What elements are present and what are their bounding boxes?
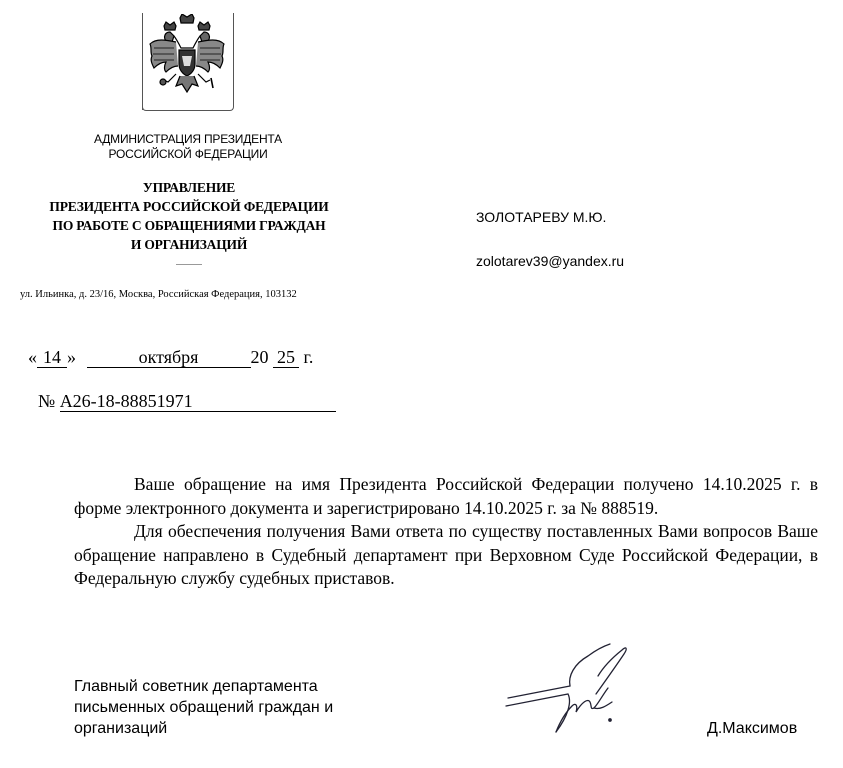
coat-of-arms-icon: [146, 14, 228, 106]
signer-title: [74, 676, 394, 739]
signature-icon: [498, 636, 638, 746]
address: ул. Ильинка, д. 23/16, Москва, Российская Федерация, 103132: [20, 289, 297, 300]
admin-line-2: РОССИЙСКОЙ ФЕДЕРАЦИИ: [108, 147, 268, 161]
date-day: 14: [37, 347, 67, 368]
date-year: 25: [273, 347, 299, 368]
department-name: [14, 178, 364, 254]
dept-line-1: УПРАВЛЕНИЕ: [142, 180, 236, 195]
letter-body: [74, 473, 818, 591]
recipient-email: zolotarev39@yandex.ru: [476, 253, 625, 269]
dept-line-2: ПРЕЗИДЕНТА РОССИЙСКОЙ ФЕДЕРАЦИИ: [49, 199, 329, 214]
date-suffix: г.: [303, 347, 314, 367]
signer-title-line-3: организаций: [74, 720, 168, 737]
body-paragraph-1: Ваше обращение на имя Президента Российской Федерации получено 14.10.2025 г. в форме электронного документа и зарегистрировано 14.10.2025 г. за № 888519.: [74, 474, 818, 518]
date-month: октября: [87, 347, 251, 368]
date-close-quote: »: [67, 347, 76, 367]
administration-name: [88, 132, 288, 162]
dept-line-4: И ОРГАНИЗАЦИЙ: [130, 237, 248, 252]
date-open-quote: «: [28, 347, 37, 367]
admin-line-1: АДМИНИСТРАЦИЯ ПРЕЗИДЕНТА: [94, 132, 282, 146]
date-line: [28, 345, 313, 369]
registration-number: А26-18-88851971: [60, 391, 336, 412]
registration-number-line: [38, 389, 336, 413]
signer-name: Д.Максимов: [707, 720, 798, 737]
dept-line-3: ПО РАБОТЕ С ОБРАЩЕНИЯМИ ГРАЖДАН: [52, 218, 326, 233]
body-paragraph-2: Для обеспечения получения Вами ответа по существу поставленных Вами вопросов Ваше обращение направлено в Судебный департамент при Верховном Суде Российской Федерации, в Федеральную службу судебных приставов.: [74, 521, 818, 588]
signer-title-line-1: Главный советник департамента: [74, 678, 318, 695]
date-century: 20: [250, 347, 269, 367]
recipient-name: ЗОЛОТАРЕВУ М.Ю.: [476, 209, 607, 225]
number-sign: №: [38, 391, 56, 411]
signer-title-line-2: письменных обращений граждан и: [74, 699, 334, 716]
divider: [176, 264, 202, 265]
